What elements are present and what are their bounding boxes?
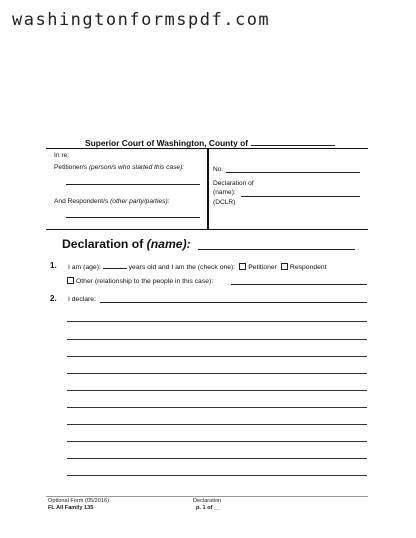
respondent-hint: (other party/parties): [110, 198, 170, 205]
writing-line[interactable] [67, 339, 367, 340]
caption-bottom-border [46, 229, 368, 230]
item-2-number: 2. [50, 294, 57, 303]
writing-line[interactable] [67, 424, 367, 425]
declaration-heading-name: (name): [146, 237, 191, 251]
case-no-label: No. [213, 166, 224, 173]
petitioner-hint: (person/s who started this case): [88, 164, 185, 171]
footer-doc-title: Declaration [193, 498, 222, 504]
writing-line[interactable] [67, 390, 367, 391]
age-field[interactable] [103, 263, 127, 269]
writing-line[interactable] [67, 373, 367, 374]
item-2-declare-label: I declare: [68, 296, 96, 303]
writing-line[interactable] [67, 356, 367, 357]
court-title [85, 138, 335, 148]
respondent-label: And Respondent/s (other party/parties): [54, 198, 170, 205]
respondent-checkbox[interactable] [281, 263, 288, 270]
item-1-other-line: Other (relationship to the people in this case): [67, 277, 213, 285]
declaration-of-label: Declaration of [213, 180, 254, 187]
petitioner-label: Petitioner/s (person/s who started this case): [54, 164, 185, 171]
court-title-text: Superior Court of Washington, County of [85, 138, 248, 148]
declarant-name-label: (name): [213, 189, 236, 196]
declaration-heading: Declaration of (name): [62, 237, 191, 251]
writing-line[interactable] [67, 475, 367, 476]
case-number-field[interactable] [226, 172, 360, 173]
item-1-number: 1. [50, 261, 57, 270]
writing-line[interactable] [67, 407, 367, 408]
declaration-heading-name-field[interactable] [198, 249, 355, 250]
in-re-label: In re: [54, 152, 70, 159]
footer-page-number: p. 1 of __ [196, 505, 221, 511]
writing-line[interactable] [67, 441, 367, 442]
declaration-text-field-first[interactable] [100, 302, 367, 303]
respondent-option-label: Respondent [289, 264, 327, 271]
dclr-label: (DCLR) [213, 199, 236, 206]
footer-form-code: FL All Family 135 [48, 505, 94, 511]
respondent-name-field[interactable] [66, 217, 200, 218]
writing-line[interactable] [67, 458, 367, 459]
footer-form-id: Optional Form (05/2016) [48, 498, 109, 504]
item-1-age-line: I am (age): years old and I am the (check one): Petitioner Respondent [68, 264, 327, 271]
petitioner-checkbox[interactable] [239, 263, 246, 270]
other-checkbox[interactable] [67, 277, 74, 284]
petitioner-option-label: Petitioner [248, 264, 277, 271]
petitioner-name-field[interactable] [66, 184, 200, 185]
site-header: washingtonformspdf.com [12, 10, 271, 30]
other-relationship-field[interactable] [231, 284, 367, 285]
writing-line[interactable] [67, 321, 367, 322]
caption-divider [207, 148, 209, 230]
county-field[interactable] [251, 139, 335, 146]
footer-divider [46, 496, 368, 497]
declarant-name-field[interactable] [241, 196, 360, 197]
